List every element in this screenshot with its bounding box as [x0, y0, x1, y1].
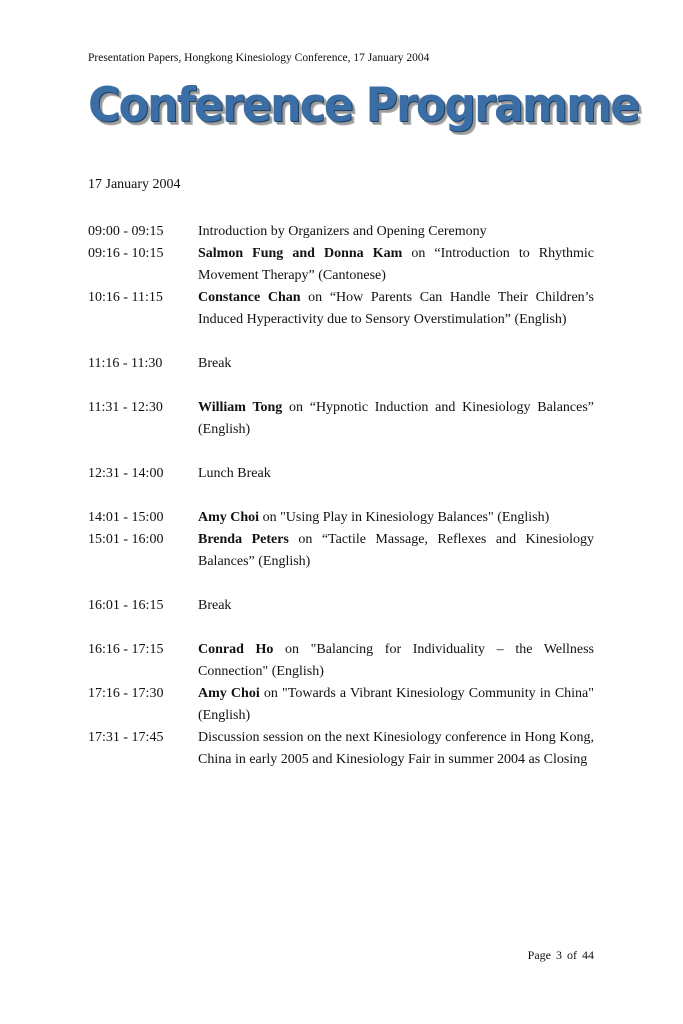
programme-date: 17 January 2004: [88, 177, 181, 192]
schedule-row: [88, 595, 594, 617]
session-time: 12:31 - 14:00: [88, 466, 164, 481]
schedule-row: [88, 683, 594, 727]
session-speaker: Constance Chan: [198, 290, 301, 305]
schedule-row: [88, 529, 594, 573]
session-time: 17:16 - 17:30: [88, 686, 164, 701]
session-time: 09:16 - 10:15: [88, 246, 164, 261]
session-speaker: Brenda Peters: [198, 532, 289, 547]
session-description: [198, 243, 594, 287]
session-text: on "Balancing for Individuality – the Wellness Connection" (English): [198, 642, 594, 679]
schedule-row: [88, 287, 594, 331]
schedule-row: [88, 639, 594, 683]
session-description: [198, 595, 594, 617]
session-time: 15:01 - 16:00: [88, 532, 164, 547]
schedule-row: [88, 243, 594, 287]
session-description: [198, 727, 594, 771]
session-time: 10:16 - 11:15: [88, 290, 163, 305]
session-speaker: Salmon Fung and Donna Kam: [198, 246, 403, 261]
session-description: [198, 529, 594, 573]
session-text: Lunch Break: [198, 466, 271, 481]
session-description: [198, 353, 594, 375]
session-description: [198, 683, 594, 727]
session-description: [198, 221, 594, 243]
schedule-row: [88, 221, 594, 243]
running-header: Presentation Papers, Hongkong Kinesiology Conference, 17 January 2004: [88, 52, 430, 64]
session-text: on “How Parents Can Handle Their Children’s Induced Hyperactivity due to Sensory Overstimulation” (English): [198, 290, 594, 327]
session-description: [198, 287, 594, 331]
schedule-row: [88, 507, 594, 529]
session-text: Break: [198, 356, 232, 371]
of-label: of: [567, 948, 577, 962]
session-text: Introduction by Organizers and Opening Ceremony: [198, 224, 487, 239]
session-time: 09:00 - 09:15: [88, 224, 164, 239]
session-text: Discussion session on the next Kinesiology conference in Hong Kong, China in early 2005 and Kinesiology Fair in summer 2004 as Closing: [198, 730, 594, 767]
session-text: Break: [198, 598, 232, 613]
session-speaker: William Tong: [198, 400, 283, 415]
session-description: [198, 463, 594, 485]
schedule-gap: [88, 573, 594, 595]
session-description: [198, 507, 594, 529]
session-description: [198, 397, 594, 441]
schedule-row: [88, 353, 594, 375]
session-text: on "Towards a Vibrant Kinesiology Community in China" (English): [198, 686, 594, 723]
schedule-row: [88, 397, 594, 441]
schedule-row: [88, 463, 594, 485]
session-text: on "Using Play in Kinesiology Balances" (English): [259, 510, 550, 525]
session-speaker: Conrad Ho: [198, 642, 274, 657]
session-text: on “Hypnotic Induction and Kinesiology Balances” (English): [198, 400, 594, 437]
schedule-gap: [88, 331, 594, 353]
session-time: 16:01 - 16:15: [88, 598, 164, 613]
schedule-gap: [88, 375, 594, 397]
current-page: 3: [556, 948, 562, 962]
schedule-gap: [88, 485, 594, 507]
session-time: 16:16 - 17:15: [88, 642, 164, 657]
page-label: Page: [527, 948, 551, 962]
session-speaker: Amy Choi: [198, 686, 260, 701]
session-time: 11:16 - 11:30: [88, 356, 163, 371]
session-text: on “Introduction to Rhythmic Movement Therapy” (Cantonese): [198, 246, 594, 283]
session-speaker: Amy Choi: [198, 510, 260, 525]
page-title: Conference Programme: [88, 78, 639, 133]
session-description: [198, 639, 594, 683]
schedule-row: [88, 727, 594, 771]
schedule-gap: [88, 441, 594, 463]
session-time: 14:01 - 15:00: [88, 510, 164, 525]
session-time: 17:31 - 17:45: [88, 730, 164, 745]
total-pages: 44: [582, 948, 594, 962]
schedule: [88, 221, 594, 771]
schedule-gap: [88, 617, 594, 639]
page-number: [528, 948, 594, 963]
session-time: 11:31 - 12:30: [88, 400, 163, 415]
session-text: on “Tactile Massage, Reflexes and Kinesiology Balances” (English): [198, 532, 594, 569]
